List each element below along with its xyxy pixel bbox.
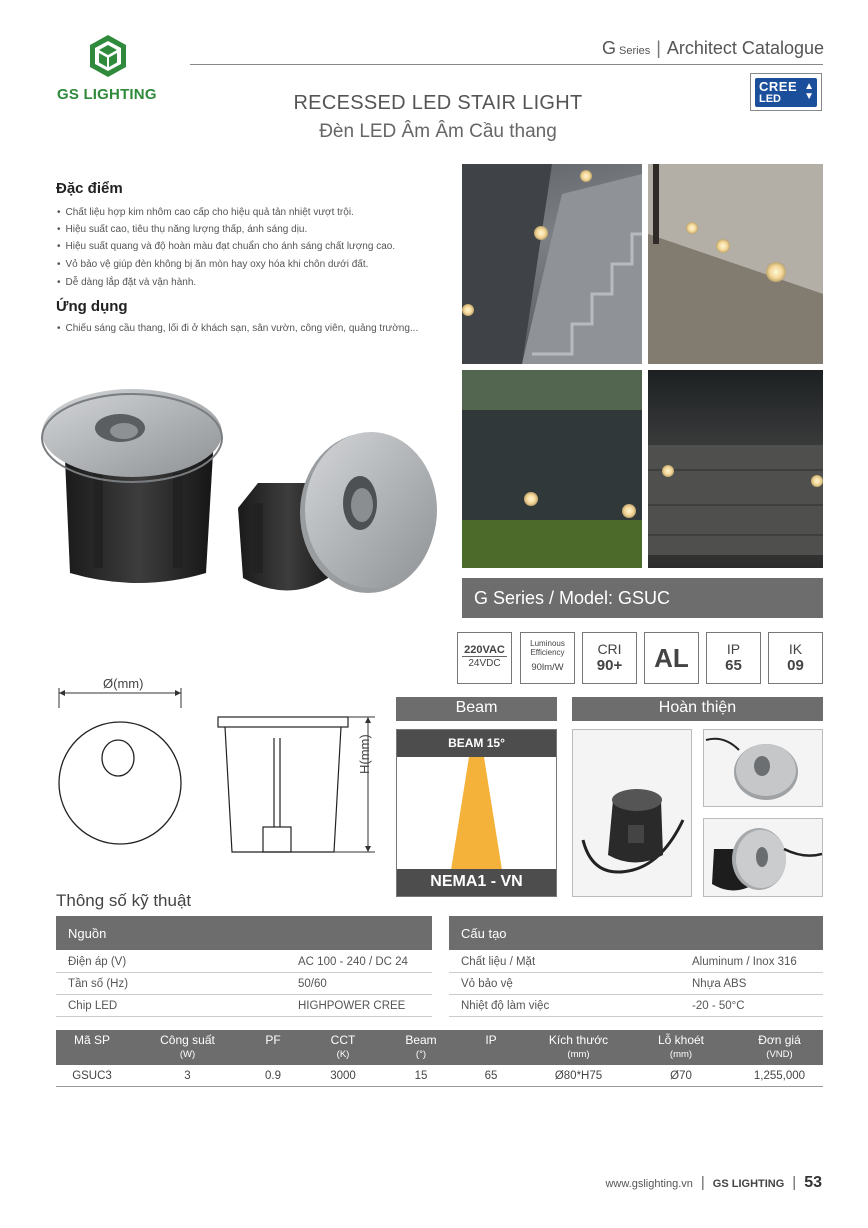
spec-row xyxy=(56,974,432,995)
side-view-drawing xyxy=(210,712,380,862)
spec-row xyxy=(449,996,823,1017)
spec-value: -20 - 50°C xyxy=(692,1000,745,1012)
spec-value: 50/60 xyxy=(298,978,327,990)
header-rule xyxy=(190,64,823,65)
table-cell: 3 xyxy=(184,1070,191,1082)
feature-item: • Hiệu suất cao, tiêu thụ năng lượng thấp, ánh sáng dịu. xyxy=(57,224,307,235)
spec-row xyxy=(449,974,823,995)
footer-brand: GS LIGHTING xyxy=(712,1178,785,1190)
material-spec-icon xyxy=(644,632,699,684)
application-photo-wall xyxy=(648,164,823,364)
column-header: Đơn giá (VND) xyxy=(758,1033,801,1060)
voltage-spec-icon xyxy=(457,632,512,684)
logo-wordmark: GS LIGHTING xyxy=(57,86,157,103)
efficiency-label-1: Luminous xyxy=(530,639,565,648)
feature-item: • Dễ dàng lắp đặt và vận hành. xyxy=(57,277,196,288)
ik-label: IK xyxy=(788,641,803,657)
finish-photo-angle xyxy=(703,818,823,897)
beam-angle: BEAM 15° xyxy=(397,730,556,757)
feature-item: • Vỏ bảo vệ giúp đèn không bị ăn mòn hay oxy hóa khi chôn dưới đất. xyxy=(57,259,368,270)
table-cell: 65 xyxy=(484,1070,498,1082)
table-cell: 3000 xyxy=(330,1070,356,1082)
model-bar: G Series / Model: GSUC xyxy=(462,578,823,618)
column-header: Lỗ khoét (mm) xyxy=(657,1033,705,1060)
voltage-dc: 24VDC xyxy=(468,658,501,669)
application-photo-garden xyxy=(462,370,642,568)
ik-value: 09 xyxy=(787,657,804,674)
feature-item: • Chất liệu hợp kim nhôm cao cấp cho hiệu quả tản nhiệt vượt trội. xyxy=(57,207,354,218)
header-divider: | xyxy=(656,38,661,58)
spec-value: Aluminum / Inox 316 xyxy=(692,956,797,968)
spec-label: Chip LED xyxy=(68,1000,118,1012)
height-label: H(mm) xyxy=(357,734,372,774)
product-title-vn: Đèn LED Âm Âm Cầu thang xyxy=(319,121,557,142)
voltage-ac: 220VAC xyxy=(462,644,507,657)
finish-heading: Hoàn thiện xyxy=(572,697,823,721)
cri-spec-icon xyxy=(582,632,637,684)
column-header: CCT (K) xyxy=(330,1033,356,1060)
application-photo-stairs xyxy=(462,164,642,364)
spec-row xyxy=(56,952,432,973)
column-header: Beam (°) xyxy=(405,1033,437,1060)
spec-value: HIGHPOWER CREE xyxy=(298,1000,406,1012)
spec-label: Chất liệu / Mặt xyxy=(461,956,536,968)
beam-diagram xyxy=(396,729,557,897)
ip-value: 65 xyxy=(725,657,742,674)
spec-label: Điện áp (V) xyxy=(68,956,127,968)
ik-spec-icon xyxy=(768,632,823,684)
table-cell: 0.9 xyxy=(265,1070,281,1082)
cree-badge-bottom: LED xyxy=(759,93,781,105)
features-heading: Đặc điểm xyxy=(56,180,123,197)
product-table-header xyxy=(56,1030,823,1065)
table-cell: 1,255,000 xyxy=(753,1070,806,1082)
cri-label: CRI xyxy=(597,641,622,657)
ip-spec-icon xyxy=(706,632,761,684)
material-value: AL xyxy=(654,643,689,673)
series-word: Series xyxy=(619,45,651,57)
table-row xyxy=(56,1065,823,1087)
diameter-label: Ø(mm) xyxy=(103,676,144,691)
page-number: 53 xyxy=(804,1174,822,1191)
spec-row xyxy=(56,996,432,1017)
column-header: Công suất (W) xyxy=(160,1033,215,1060)
application-item: • Chiếu sáng cầu thang, lối đi ở khách sạn, sân vườn, công viên, quảng trường... xyxy=(57,323,418,334)
column-header: PF xyxy=(265,1033,281,1047)
spec-label: Nhiệt độ làm việc xyxy=(461,1000,550,1012)
applications-heading: Ứng dụng xyxy=(56,298,128,315)
spec-label: Vỏ bảo vệ xyxy=(461,978,513,990)
feature-item: • Hiệu suất quang và độ hoàn màu đạt chuẩn cho ánh sáng chất lượng cao. xyxy=(57,241,395,252)
efficiency-label-2: Efficiency xyxy=(530,648,565,657)
series-header xyxy=(602,38,824,59)
column-header: IP xyxy=(485,1033,497,1047)
spec-label: Tần số (Hz) xyxy=(68,978,129,990)
table-cell: GSUC3 xyxy=(72,1070,112,1082)
spec-value: AC 100 - 240 / DC 24 xyxy=(298,956,408,968)
cree-badge-top: CREE xyxy=(759,79,798,94)
tech-specs-title: Thông số kỹ thuật xyxy=(56,891,192,910)
series-letter: G xyxy=(602,38,617,58)
gs-cube-logo-icon xyxy=(88,34,128,78)
finish-photo-back xyxy=(572,729,692,897)
beam-rating: NEMA1 - VN xyxy=(397,869,556,896)
front-view-drawing xyxy=(52,688,192,864)
power-group-heading: Nguồn xyxy=(56,916,432,950)
catalogue-name: Architect Catalogue xyxy=(666,38,824,58)
application-photo-wall-night xyxy=(648,370,823,568)
finish-photo-front xyxy=(703,729,823,807)
spec-value: Nhựa ABS xyxy=(692,978,747,990)
ip-label: IP xyxy=(726,641,741,657)
page-footer: www.gslighting.vn | GS LIGHTING | 53 xyxy=(605,1174,822,1191)
efficiency-spec-icon xyxy=(520,632,575,684)
cree-arrows-icon: ▲ ▼ xyxy=(804,81,814,102)
table-cell: Ø80*H75 xyxy=(554,1070,603,1082)
website-link[interactable]: www.gslighting.vn xyxy=(605,1178,693,1190)
efficiency-value: 90lm/W xyxy=(531,662,564,673)
product-render-image xyxy=(38,378,448,628)
table-cell: 15 xyxy=(414,1070,428,1082)
cri-value: 90+ xyxy=(596,657,623,674)
spec-row xyxy=(449,952,823,973)
table-cell: Ø70 xyxy=(670,1070,692,1082)
structure-group-heading: Cấu tạo xyxy=(449,916,823,950)
beam-cone-icon xyxy=(397,757,556,870)
column-header: Kích thước (mm) xyxy=(548,1033,609,1060)
beam-heading: Beam xyxy=(396,697,557,721)
column-header: Mã SP xyxy=(73,1033,110,1047)
product-title-en: RECESSED LED STAIR LIGHT xyxy=(293,92,583,114)
